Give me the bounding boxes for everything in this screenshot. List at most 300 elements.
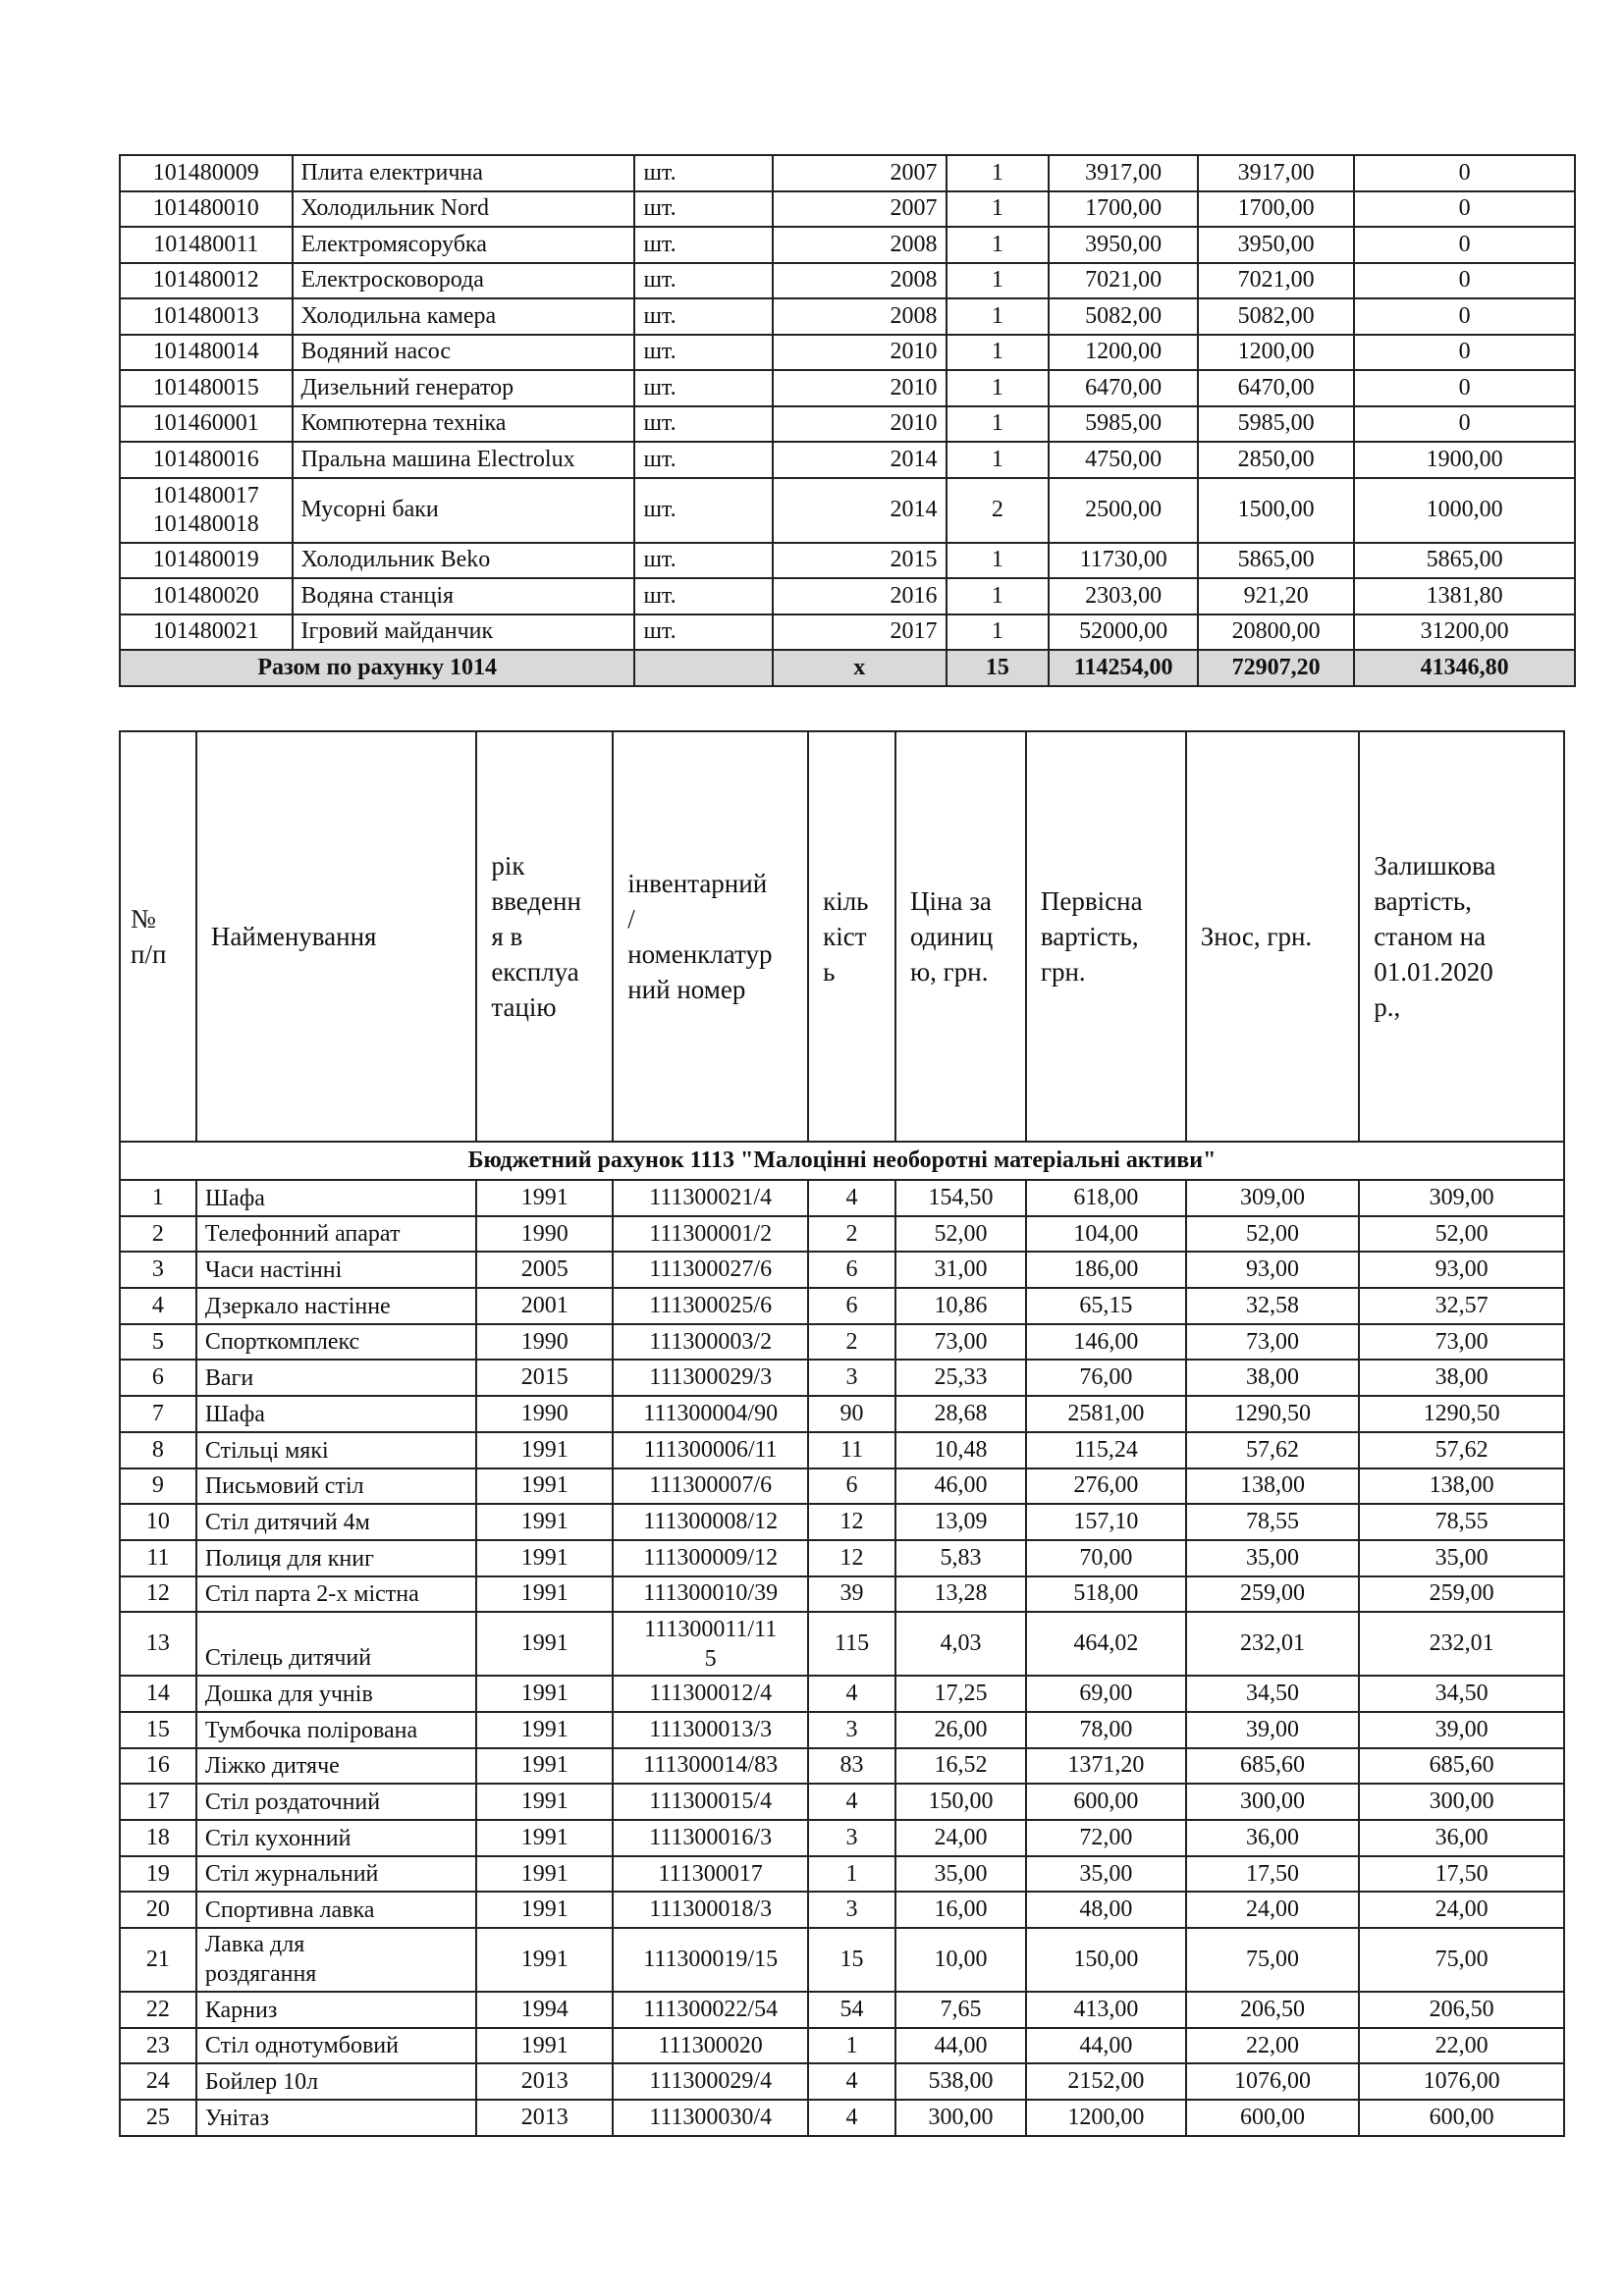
inventory-number: 111300010/39	[613, 1576, 808, 1613]
depreciation: 34,50	[1186, 1676, 1360, 1712]
header-unit-price	[895, 731, 1026, 1142]
original-value: 1200,00	[1049, 335, 1198, 371]
text-line: кіль	[823, 886, 869, 916]
inventory-number: 101480016	[120, 442, 293, 478]
total-label: Разом по рахунку 1014	[120, 650, 634, 686]
depreciation: 5865,00	[1198, 543, 1354, 579]
original-value: 11730,00	[1049, 543, 1198, 579]
inventory-number: 111300025/6	[613, 1288, 808, 1324]
inventory-number: 111300003/2	[613, 1324, 808, 1361]
text-line: одиниц	[910, 922, 994, 951]
year: 1991	[476, 1856, 613, 1893]
quantity: 4	[808, 1784, 895, 1820]
unit-price: 150,00	[895, 1784, 1026, 1820]
depreciation: 5985,00	[1198, 406, 1354, 443]
year: 2010	[773, 335, 947, 371]
item-name: Ігровий майданчик	[293, 614, 635, 651]
row-number: 10	[120, 1504, 196, 1540]
original-value: 6470,00	[1049, 370, 1198, 406]
table-row	[120, 335, 1575, 371]
unit: шт.	[634, 155, 773, 191]
quantity: 1	[947, 263, 1050, 299]
original-value: 69,00	[1026, 1676, 1186, 1712]
year: 1990	[476, 1324, 613, 1361]
table-row	[120, 1676, 1564, 1712]
table-row	[120, 1892, 1564, 1928]
table-row	[120, 1360, 1564, 1396]
year: 2017	[773, 614, 947, 651]
table-row	[120, 1712, 1564, 1748]
inventory-number: 111300015/4	[613, 1784, 808, 1820]
residual-value: 0	[1354, 298, 1575, 335]
text-line: інвентарний	[627, 869, 768, 898]
inventory-number: 111300017	[613, 1856, 808, 1893]
table-row	[120, 578, 1575, 614]
depreciation: 232,01	[1186, 1612, 1360, 1676]
depreciation: 78,55	[1186, 1504, 1360, 1540]
section-title-row	[120, 1142, 1564, 1180]
residual-value: 206,50	[1359, 1992, 1564, 2028]
quantity: 2	[947, 478, 1050, 543]
header-residual-value	[1359, 731, 1564, 1142]
year: 2001	[476, 1288, 613, 1324]
inventory-number: 111300021/4	[613, 1180, 808, 1216]
table-row	[120, 1396, 1564, 1432]
residual-value: 685,60	[1359, 1748, 1564, 1785]
quantity: 12	[808, 1540, 895, 1576]
text-line: я в	[491, 922, 523, 951]
original-value: 115,24	[1026, 1432, 1186, 1468]
text-line: 01.01.2020	[1374, 957, 1493, 987]
table-row	[120, 2028, 1564, 2064]
year: 1991	[476, 1432, 613, 1468]
item-name: Унітаз	[196, 2100, 477, 2136]
residual-value: 0	[1354, 370, 1575, 406]
row-number: 5	[120, 1324, 196, 1361]
depreciation: 1076,00	[1186, 2063, 1360, 2100]
residual-value: 138,00	[1359, 1468, 1564, 1505]
text-line: /	[627, 904, 635, 934]
quantity: 3	[808, 1712, 895, 1748]
depreciation: 36,00	[1186, 1820, 1360, 1856]
text-line: Ціна за	[910, 886, 992, 916]
table-row	[120, 155, 1575, 191]
table-row	[120, 1504, 1564, 1540]
item-name: Тумбочка полірована	[196, 1712, 477, 1748]
year: 2015	[773, 543, 947, 579]
text-line: 111300011/11	[644, 1616, 778, 1642]
depreciation: 75,00	[1186, 1928, 1360, 1992]
residual-value: 1290,50	[1359, 1396, 1564, 1432]
residual-value: 38,00	[1359, 1360, 1564, 1396]
depreciation: 22,00	[1186, 2028, 1360, 2064]
table-row	[120, 298, 1575, 335]
unit: шт.	[634, 614, 773, 651]
total-original-value: 114254,00	[1049, 650, 1198, 686]
unit: шт.	[634, 263, 773, 299]
inventory-number: 111300016/3	[613, 1820, 808, 1856]
year: 1991	[476, 1712, 613, 1748]
table-row	[120, 1784, 1564, 1820]
depreciation: 35,00	[1186, 1540, 1360, 1576]
fixed-assets-table-1014	[119, 154, 1576, 687]
year: 2007	[773, 155, 947, 191]
table-row	[120, 227, 1575, 263]
original-value: 518,00	[1026, 1576, 1186, 1613]
residual-value: 39,00	[1359, 1712, 1564, 1748]
table-row	[120, 1540, 1564, 1576]
table-row	[120, 1216, 1564, 1253]
text-line: №	[131, 904, 156, 934]
depreciation: 3950,00	[1198, 227, 1354, 263]
inventory-number: 111300013/3	[613, 1712, 808, 1748]
quantity: 12	[808, 1504, 895, 1540]
original-value: 1700,00	[1049, 191, 1198, 228]
depreciation: 6470,00	[1198, 370, 1354, 406]
original-value: 48,00	[1026, 1892, 1186, 1928]
depreciation: 138,00	[1186, 1468, 1360, 1505]
original-value: 70,00	[1026, 1540, 1186, 1576]
unit-price: 10,00	[895, 1928, 1026, 1992]
unit-price: 4,03	[895, 1612, 1026, 1676]
table-row	[120, 2063, 1564, 2100]
year: 1991	[476, 1892, 613, 1928]
depreciation: 20800,00	[1198, 614, 1354, 651]
item-name: Стіл дитячий 4м	[196, 1504, 477, 1540]
item-name: Мусорні баки	[293, 478, 635, 543]
text-line: п/п	[131, 939, 167, 969]
item-name: Полиця для книг	[196, 1540, 477, 1576]
text-line: Знос, грн.	[1200, 922, 1313, 951]
quantity: 1	[947, 155, 1050, 191]
residual-value: 78,55	[1359, 1504, 1564, 1540]
year: 2010	[773, 406, 947, 443]
year: 2013	[476, 2100, 613, 2136]
text-line: вартість,	[1040, 922, 1139, 951]
residual-value: 1381,80	[1354, 578, 1575, 614]
text-line: Залишкова	[1374, 851, 1496, 881]
table-row	[120, 478, 1575, 543]
table-row	[120, 2100, 1564, 2136]
table-row	[120, 1252, 1564, 1288]
year: 1994	[476, 1992, 613, 2028]
table-row	[120, 406, 1575, 443]
quantity: 4	[808, 2100, 895, 2136]
unit: шт.	[634, 335, 773, 371]
table-row	[120, 1748, 1564, 1785]
item-name: Холодильник Beko	[293, 543, 635, 579]
residual-value: 75,00	[1359, 1928, 1564, 1992]
year: 2013	[476, 2063, 613, 2100]
depreciation: 38,00	[1186, 1360, 1360, 1396]
depreciation: 300,00	[1186, 1784, 1360, 1820]
original-value: 618,00	[1026, 1180, 1186, 1216]
year: 2014	[773, 442, 947, 478]
row-number: 21	[120, 1928, 196, 1992]
item-name: Плита електрична	[293, 155, 635, 191]
table-row	[120, 1820, 1564, 1856]
unit-price: 10,48	[895, 1432, 1026, 1468]
text-line: вартість,	[1374, 886, 1472, 916]
original-value: 2152,00	[1026, 2063, 1186, 2100]
item-name: Часи настінні	[196, 1252, 477, 1288]
residual-value: 0	[1354, 406, 1575, 443]
unit-price: 25,33	[895, 1360, 1026, 1396]
row-number: 15	[120, 1712, 196, 1748]
inventory-number: 111300020	[613, 2028, 808, 2064]
depreciation: 1700,00	[1198, 191, 1354, 228]
row-number: 20	[120, 1892, 196, 1928]
header-year	[476, 731, 613, 1142]
unit: шт.	[634, 298, 773, 335]
unit-price: 16,52	[895, 1748, 1026, 1785]
original-value: 600,00	[1026, 1784, 1186, 1820]
inventory-number	[120, 478, 293, 543]
header-name	[196, 731, 477, 1142]
item-name: Стіл парта 2-х містна	[196, 1576, 477, 1613]
residual-value: 34,50	[1359, 1676, 1564, 1712]
depreciation: 24,00	[1186, 1892, 1360, 1928]
residual-value: 36,00	[1359, 1820, 1564, 1856]
original-value: 186,00	[1026, 1252, 1186, 1288]
item-name: Дзеркало настінне	[196, 1288, 477, 1324]
quantity: 115	[808, 1612, 895, 1676]
unit-price: 16,00	[895, 1892, 1026, 1928]
row-number: 9	[120, 1468, 196, 1505]
text-line: кіст	[823, 922, 867, 951]
residual-value: 57,62	[1359, 1432, 1564, 1468]
depreciation: 73,00	[1186, 1324, 1360, 1361]
quantity: 83	[808, 1748, 895, 1785]
row-number: 14	[120, 1676, 196, 1712]
depreciation: 5082,00	[1198, 298, 1354, 335]
item-name: Карниз	[196, 1992, 477, 2028]
quantity: 2	[808, 1324, 895, 1361]
depreciation: 57,62	[1186, 1432, 1360, 1468]
year: 1991	[476, 1676, 613, 1712]
year: 1991	[476, 1928, 613, 1992]
header-inventory-number	[613, 731, 808, 1142]
text-line: 101480017	[152, 482, 259, 508]
text-line: Первісна	[1040, 886, 1143, 916]
header-original-value	[1026, 731, 1186, 1142]
depreciation: 206,50	[1186, 1992, 1360, 2028]
year: 2010	[773, 370, 947, 406]
text-line: введенн	[491, 886, 581, 916]
original-value: 65,15	[1026, 1288, 1186, 1324]
quantity: 6	[808, 1252, 895, 1288]
text-line: роздягання	[204, 1960, 317, 1987]
text-line: грн.	[1040, 957, 1086, 987]
residual-value: 309,00	[1359, 1180, 1564, 1216]
unit-price: 26,00	[895, 1712, 1026, 1748]
year: 2008	[773, 227, 947, 263]
quantity: 4	[808, 2063, 895, 2100]
total-unit	[634, 650, 773, 686]
item-name: Дизельний генератор	[293, 370, 635, 406]
year: 1991	[476, 1820, 613, 1856]
year: 1991	[476, 1504, 613, 1540]
original-value: 1200,00	[1026, 2100, 1186, 2136]
year: 2005	[476, 1252, 613, 1288]
item-name: Стіл однотумбовий	[196, 2028, 477, 2064]
unit: шт.	[634, 442, 773, 478]
table-row	[120, 263, 1575, 299]
item-name: Стіл роздаточний	[196, 1784, 477, 1820]
text-line: 101480018	[152, 510, 259, 537]
quantity: 1	[947, 442, 1050, 478]
depreciation: 685,60	[1186, 1748, 1360, 1785]
item-name: Шафа	[196, 1396, 477, 1432]
item-name: Письмовий стіл	[196, 1468, 477, 1505]
inventory-number: 111300030/4	[613, 2100, 808, 2136]
residual-value: 24,00	[1359, 1892, 1564, 1928]
inventory-number: 111300019/15	[613, 1928, 808, 1992]
year: 1991	[476, 1540, 613, 1576]
quantity: 4	[808, 1180, 895, 1216]
original-value: 157,10	[1026, 1504, 1186, 1540]
residual-value: 300,00	[1359, 1784, 1564, 1820]
original-value: 2581,00	[1026, 1396, 1186, 1432]
residual-value: 52,00	[1359, 1216, 1564, 1253]
unit-price: 5,83	[895, 1540, 1026, 1576]
item-name: Водяний насос	[293, 335, 635, 371]
depreciation: 309,00	[1186, 1180, 1360, 1216]
unit: шт.	[634, 227, 773, 263]
item-name: Спорткомплекс	[196, 1324, 477, 1361]
header-depreciation	[1186, 731, 1360, 1142]
table-row	[120, 1856, 1564, 1893]
row-number: 1	[120, 1180, 196, 1216]
original-value: 413,00	[1026, 1992, 1186, 2028]
low-value-assets-table-1113	[119, 730, 1565, 2137]
inventory-number: 111300018/3	[613, 1892, 808, 1928]
item-name: Стіл журнальний	[196, 1856, 477, 1893]
unit-price: 10,86	[895, 1288, 1026, 1324]
item-name: Стілець дитячий	[196, 1612, 477, 1676]
year: 2008	[773, 298, 947, 335]
year: 1991	[476, 2028, 613, 2064]
depreciation: 32,58	[1186, 1288, 1360, 1324]
residual-value: 35,00	[1359, 1540, 1564, 1576]
text-line: Найменування	[210, 922, 377, 951]
depreciation: 93,00	[1186, 1252, 1360, 1288]
row-number: 22	[120, 1992, 196, 2028]
text-line: станом на	[1374, 922, 1487, 951]
inventory-number: 101480014	[120, 335, 293, 371]
year: 2014	[773, 478, 947, 543]
residual-value: 31200,00	[1354, 614, 1575, 651]
table-row	[120, 1288, 1564, 1324]
text-line: р.,	[1374, 992, 1401, 1022]
table-row	[120, 614, 1575, 651]
text-line: Лавка для	[204, 1931, 305, 1957]
table-header-row	[120, 731, 1564, 1142]
item-name: Холодильна камера	[293, 298, 635, 335]
item-name: Телефонний апарат	[196, 1216, 477, 1253]
text-line: тацію	[491, 992, 557, 1022]
quantity: 4	[808, 1676, 895, 1712]
inventory-number: 111300027/6	[613, 1252, 808, 1288]
unit-price: 300,00	[895, 2100, 1026, 2136]
quantity: 15	[808, 1928, 895, 1992]
text-line: експлуа	[491, 957, 579, 987]
row-number: 23	[120, 2028, 196, 2064]
inventory-number: 101480009	[120, 155, 293, 191]
inventory-number: 101480010	[120, 191, 293, 228]
unit-price: 35,00	[895, 1856, 1026, 1893]
unit: шт.	[634, 191, 773, 228]
text-line: ь	[823, 957, 836, 987]
total-year: x	[773, 650, 947, 686]
unit-price: 73,00	[895, 1324, 1026, 1361]
unit: шт.	[634, 406, 773, 443]
unit-price: 31,00	[895, 1252, 1026, 1288]
original-value: 5985,00	[1049, 406, 1198, 443]
quantity: 1	[947, 191, 1050, 228]
item-name: Спортивна лавка	[196, 1892, 477, 1928]
original-value: 276,00	[1026, 1468, 1186, 1505]
unit: шт.	[634, 578, 773, 614]
unit-price: 154,50	[895, 1180, 1026, 1216]
quantity: 1	[947, 406, 1050, 443]
inventory-number: 111300007/6	[613, 1468, 808, 1505]
quantity: 54	[808, 1992, 895, 2028]
residual-value: 1076,00	[1359, 2063, 1564, 2100]
inventory-number	[613, 1612, 808, 1676]
original-value: 4750,00	[1049, 442, 1198, 478]
depreciation: 3917,00	[1198, 155, 1354, 191]
year: 1991	[476, 1784, 613, 1820]
row-number: 6	[120, 1360, 196, 1396]
table-row	[120, 1432, 1564, 1468]
row-number: 19	[120, 1856, 196, 1893]
quantity: 1	[947, 578, 1050, 614]
quantity: 1	[947, 370, 1050, 406]
inventory-number: 111300008/12	[613, 1504, 808, 1540]
quantity: 1	[947, 614, 1050, 651]
inventory-number: 111300009/12	[613, 1540, 808, 1576]
residual-value: 0	[1354, 227, 1575, 263]
table-row	[120, 442, 1575, 478]
inventory-number: 101480013	[120, 298, 293, 335]
table-row	[120, 1928, 1564, 1992]
quantity: 1	[808, 2028, 895, 2064]
inventory-number: 111300014/83	[613, 1748, 808, 1785]
text-line: номенклатур	[627, 939, 773, 969]
depreciation: 1500,00	[1198, 478, 1354, 543]
original-value: 3950,00	[1049, 227, 1198, 263]
residual-value: 1900,00	[1354, 442, 1575, 478]
unit-price: 13,09	[895, 1504, 1026, 1540]
item-name: Холодильник Nord	[293, 191, 635, 228]
original-value: 52000,00	[1049, 614, 1198, 651]
table-row	[120, 370, 1575, 406]
quantity: 6	[808, 1468, 895, 1505]
header-quantity	[808, 731, 895, 1142]
residual-value: 232,01	[1359, 1612, 1564, 1676]
unit-price: 52,00	[895, 1216, 1026, 1253]
quantity: 6	[808, 1288, 895, 1324]
item-name: Шафа	[196, 1180, 477, 1216]
row-number: 12	[120, 1576, 196, 1613]
original-value: 104,00	[1026, 1216, 1186, 1253]
residual-value: 93,00	[1359, 1252, 1564, 1288]
inventory-number: 111300004/90	[613, 1396, 808, 1432]
text-line: ю, грн.	[910, 957, 989, 987]
quantity: 1	[947, 335, 1050, 371]
original-value: 464,02	[1026, 1612, 1186, 1676]
